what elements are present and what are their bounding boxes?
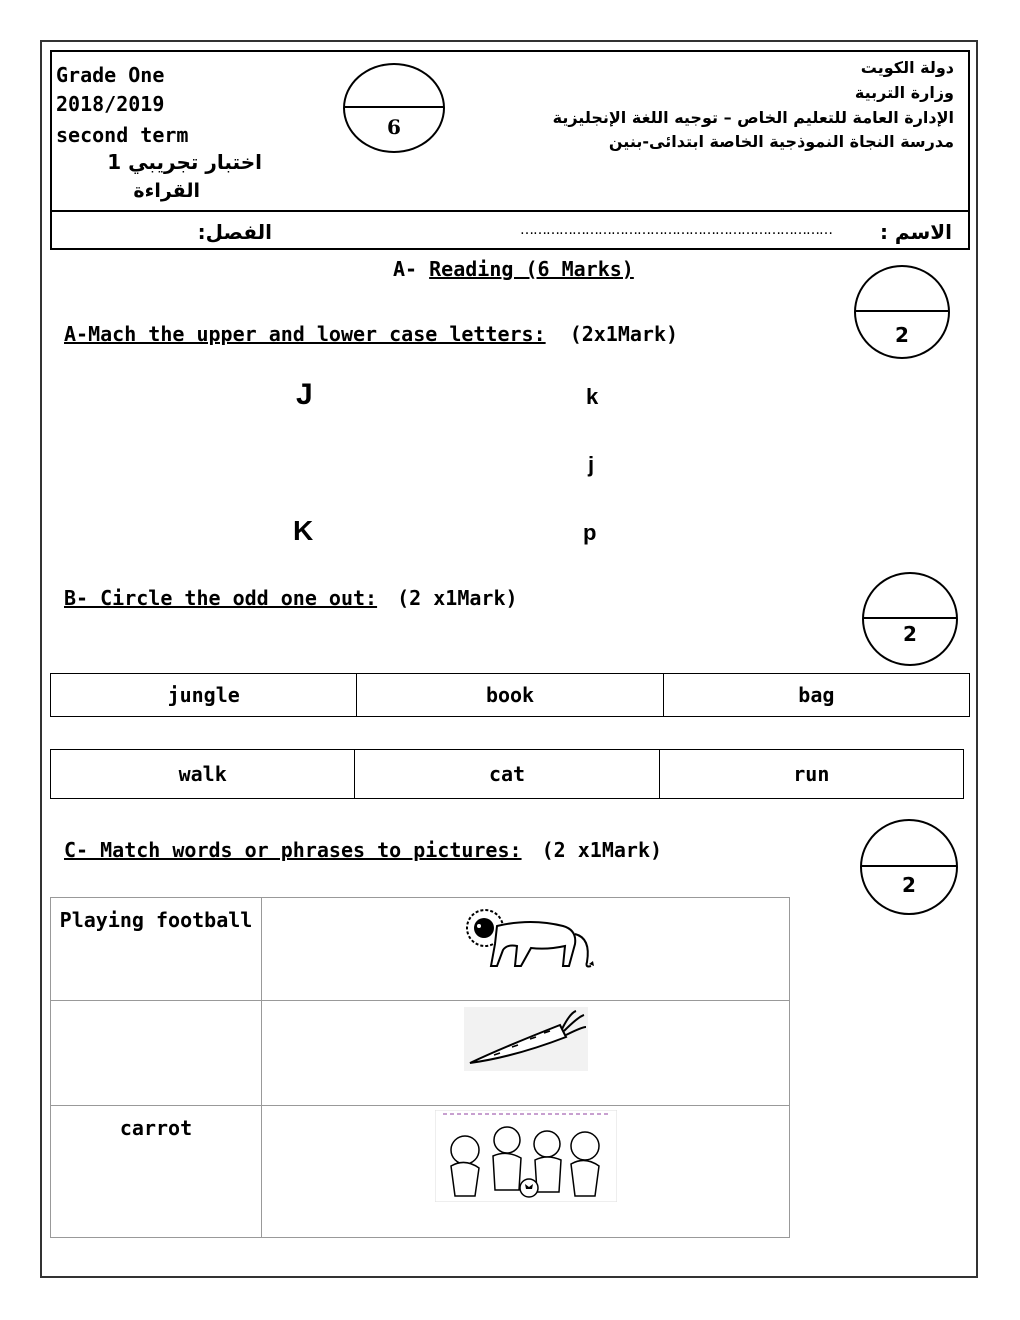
word-cell[interactable]: bag [663,674,969,717]
part-a-score-circle [854,265,950,359]
match-label[interactable] [51,1001,262,1106]
subject-title: القراءة [133,180,200,202]
match-picture-cell[interactable] [262,1001,790,1106]
part-a-heading [64,322,678,346]
part-b-heading [64,586,518,610]
word-cell[interactable]: run [659,750,963,799]
table-row [51,1106,790,1238]
match-picture-cell[interactable] [262,1106,790,1238]
table-row [51,898,790,1001]
total-score-value: 6 [387,115,401,139]
part-a-title: A-Mach the upper and lower case letters: [64,322,546,346]
word-cell[interactable]: jungle [51,674,357,717]
match-table [50,897,790,1238]
grade-label: Grade One [56,63,165,87]
header-divider [50,210,970,212]
part-c-score-value: 2 [902,873,916,897]
term-label: second term [56,123,189,147]
part-a-marks: (2x1Mark) [569,322,679,346]
arabic-line-1: دولة الكويت [860,58,954,77]
word-cell[interactable]: cat [355,750,659,799]
part-b-marks: (2 x1Mark) [397,586,518,610]
year-label: 2018/2019 [56,92,165,116]
lower-letter-j[interactable]: j [588,452,595,477]
section-title: Reading (6 Marks) [429,257,634,281]
part-c-title: C- Match words or phrases to pictures: [64,838,522,862]
part-b-score-circle [862,572,958,666]
class-label: الفصل: [197,220,272,244]
upper-letter-k[interactable]: K [293,515,314,546]
lower-letter-p[interactable]: p [583,520,597,545]
arabic-line-3: الإدارة العامة للتعليم الخاص – توجيه اللغة الإنجليزية [552,108,954,127]
part-c-marks: (2 x1Mark) [541,838,663,862]
lower-letter-k[interactable]: k [586,384,599,409]
part-c-score-circle [860,819,958,915]
kids-football-image[interactable] [435,1110,617,1202]
section-prefix: A- [393,257,418,281]
match-picture-cell[interactable] [262,898,790,1001]
match-label[interactable]: Playing football [51,898,262,1001]
word-cell[interactable]: walk [51,750,355,799]
name-field[interactable]: ……………………………………………………………… [520,222,832,238]
carrot-image[interactable] [464,1007,588,1071]
part-b-title: B- Circle the odd one out: [64,586,378,610]
exam-title: اختبار تجريبي 1 [107,150,262,174]
table-row [51,1001,790,1106]
arabic-line-2: وزارة التربية [854,83,954,102]
section-heading [393,257,634,281]
total-score-circle [343,63,445,153]
arabic-line-4: مدرسة النجاة النموذجية الخاصة ابتدائى-بنين [608,132,954,151]
lion-image[interactable] [451,904,601,976]
odd-one-out-row-2 [50,749,964,799]
part-c-heading [64,838,662,862]
match-label[interactable]: carrot [51,1106,262,1238]
part-a-score-value: 2 [895,323,909,347]
name-label: الاسم : [879,220,952,244]
upper-letter-j[interactable]: J [296,378,313,411]
odd-one-out-row-1 [50,673,970,717]
part-b-score-value: 2 [903,622,917,646]
word-cell[interactable]: book [357,674,663,717]
